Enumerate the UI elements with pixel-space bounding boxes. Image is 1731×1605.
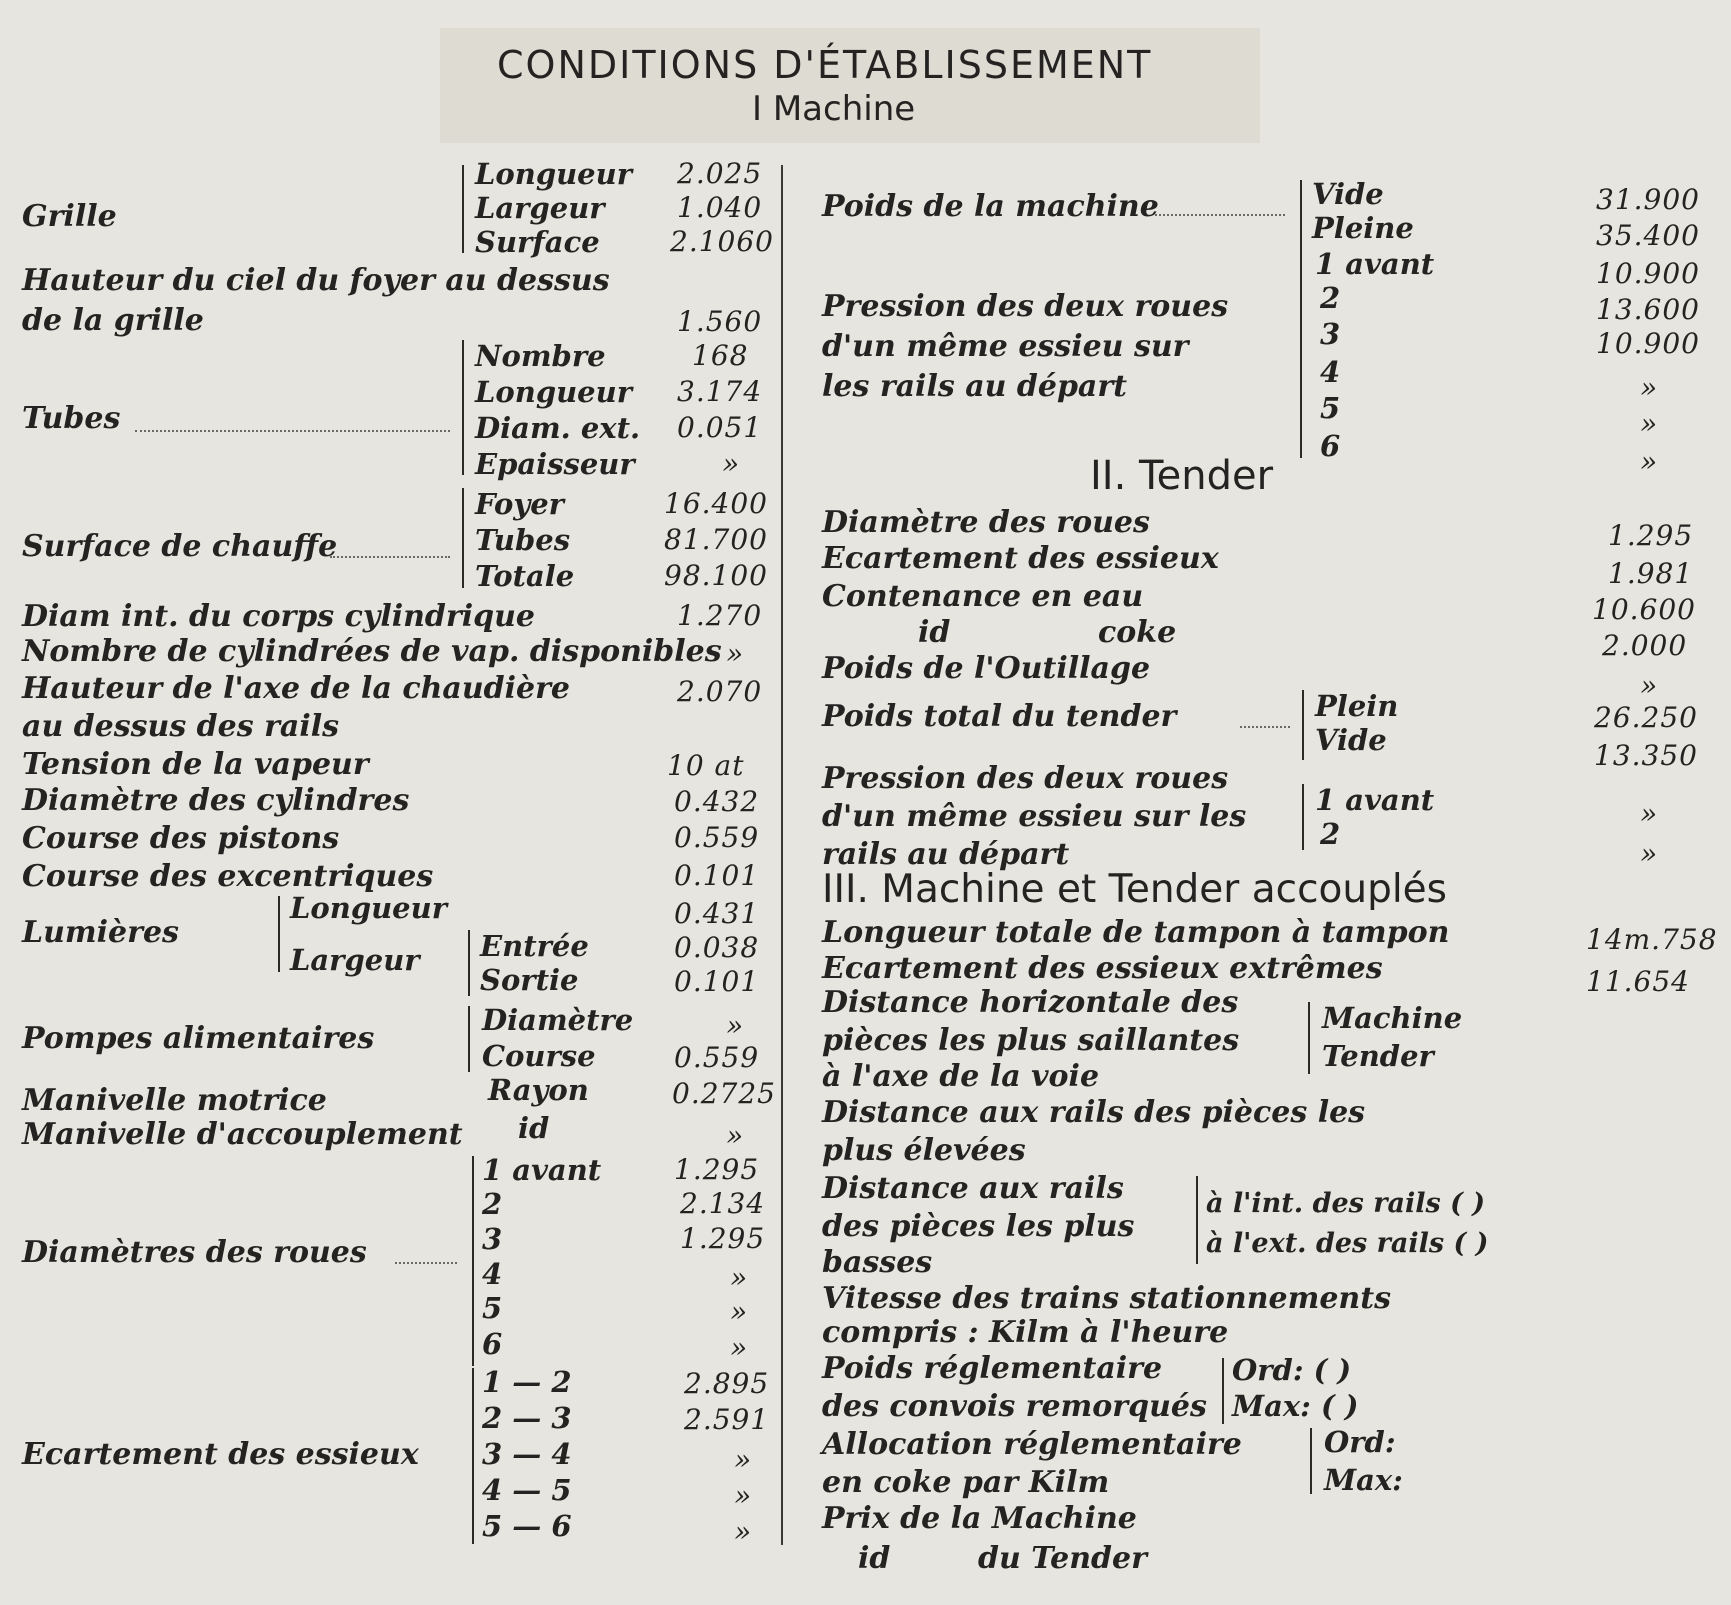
pression-roue-1-label: 1 avant [1315, 247, 1435, 281]
pression-roue-6-label: 6 [1320, 429, 1341, 463]
contenance-eau-label: Contenance en eau [822, 579, 1144, 614]
poids-vide-value: 31.900 [1596, 183, 1700, 216]
roue-2-label: 2 [482, 1187, 503, 1221]
tubes-epaisseur-label: Epaisseur [475, 447, 635, 481]
distance-basses-line3: basses [822, 1245, 933, 1280]
distance-horiz-line3: à l'axe de la voie [822, 1059, 1100, 1094]
poids-pleine-label: Pleine [1312, 211, 1414, 245]
surface-tubes-value: 81.700 [664, 523, 768, 556]
ecart-45-label: 4 — 5 [482, 1473, 572, 1507]
poids-vide-label: Vide [1312, 177, 1384, 211]
diam-cyl-value: 0.432 [674, 785, 760, 818]
outillage-value: » [1640, 669, 1659, 702]
ecartement-extremes-label: Ecartement des essieux extrêmes [822, 951, 1383, 986]
poids-reglementaire-ord: Ord: ( ) [1232, 1353, 1352, 1387]
ecartement-label: Ecartement des essieux [22, 1437, 419, 1472]
document-title: CONDITIONS D'ÉTABLISSEMENT [497, 43, 1153, 87]
distance-horiz-brace [1308, 1002, 1310, 1074]
diam-int-label: Diam int. du corps cylindrique [22, 599, 535, 634]
distance-horiz-machine: Machine [1322, 1001, 1463, 1035]
poids-tender-plein-value: 26.250 [1594, 701, 1698, 734]
distance-basses-int: à l'int. des rails ( ) [1206, 1188, 1486, 1219]
longueur-totale-value: 14m.758 [1586, 923, 1718, 956]
grille-surface-value: 2.1060 [670, 225, 774, 258]
distance-elevees-line2: plus élevées [822, 1133, 1026, 1168]
manivelle-acc-value: » [726, 1119, 745, 1152]
vitesse-line1: Vitesse des trains stationnements [822, 1281, 1391, 1316]
allocation-ord: Ord: [1324, 1425, 1396, 1459]
distance-elevees-line1: Distance aux rails des pièces les [822, 1095, 1366, 1130]
ecart-56-label: 5 — 6 [482, 1509, 572, 1543]
section-heading-tender: II. Tender [1090, 453, 1274, 499]
section-heading-accouples: III. Machine et Tender accouplés [822, 867, 1447, 912]
pression-tender-line2: d'un même essieu sur les [822, 799, 1247, 834]
manivelle-motrice-label: Manivelle motrice [22, 1083, 327, 1118]
allocation-line1: Allocation réglementaire [822, 1427, 1242, 1462]
roue-3-value: 1.295 [680, 1222, 766, 1255]
tubes-diam-value: 0.051 [677, 411, 763, 444]
tubes-diam-label: Diam. ext. [475, 411, 641, 445]
largeur-brace [468, 930, 470, 996]
distance-basses-brace [1196, 1176, 1198, 1264]
prix-tender-label: du Tender [978, 1541, 1147, 1576]
pompes-label: Pompes alimentaires [22, 1021, 375, 1056]
distance-horiz-tender: Tender [1322, 1039, 1434, 1073]
pression-tender-brace [1302, 784, 1304, 850]
poids-tender-vide-label: Vide [1315, 723, 1387, 757]
ecart-34-value: » [734, 1443, 753, 1476]
pompes-course-label: Course [482, 1039, 596, 1073]
prix-machine-label: Prix de la Machine [822, 1501, 1137, 1536]
course-pistons-label: Course des pistons [22, 821, 340, 856]
poids-machine-label: Poids de la machine [822, 189, 1159, 224]
manivelle-motrice-value: 0.2725 [672, 1077, 776, 1110]
poids-machine-brace [1300, 180, 1302, 250]
pression-tender-2-value: » [1640, 837, 1659, 870]
pression-roue-2-label: 2 [1320, 281, 1341, 315]
poids-tender-brace [1302, 690, 1304, 760]
diam-int-value: 1.270 [677, 599, 763, 632]
diam-roues-label: Diamètres des roues [22, 1235, 367, 1270]
poids-tender-leader [1240, 726, 1290, 728]
poids-tender-label: Poids total du tender [822, 699, 1177, 734]
tubes-label: Tubes [22, 401, 121, 436]
hauteur-axe-value: 2.070 [677, 675, 763, 708]
distance-basses-ext: à l'ext. des rails ( ) [1206, 1228, 1489, 1259]
contenance-coke-id: id [918, 615, 951, 650]
pompes-diametre-value: » [726, 1009, 745, 1042]
pression-roue-6-value: » [1640, 445, 1659, 478]
surface-tubes-label: Tubes [475, 523, 571, 557]
pression-tender-1-value: » [1640, 797, 1659, 830]
grille-label: Grille [22, 199, 117, 234]
hauteur-ciel-label-1: Hauteur du ciel du foyer au dessus [22, 263, 610, 298]
ecart-56-value: » [734, 1515, 753, 1548]
pression-tender-1-label: 1 avant [1315, 783, 1435, 817]
poids-pleine-value: 35.400 [1596, 219, 1700, 252]
tension-value: 10 at [667, 749, 745, 782]
manivelle-acc-sub: id [518, 1111, 550, 1145]
poids-reglementaire-line1: Poids réglementaire [822, 1351, 1163, 1386]
grille-longueur-label: Longueur [475, 157, 632, 191]
pression-roue-3-value: 10.900 [1596, 327, 1700, 360]
surface-foyer-value: 16.400 [664, 487, 768, 520]
tubes-nombre-label: Nombre [475, 339, 606, 373]
contenance-coke-label: coke [1098, 615, 1177, 650]
pression-roue-4-value: » [1640, 371, 1659, 404]
roue-1-label: 1 avant [482, 1153, 602, 1187]
tubes-epaisseur-value: » [722, 447, 741, 480]
surface-brace [462, 488, 464, 588]
outillage-label: Poids de l'Outillage [822, 651, 1151, 686]
pression-tender-line1: Pression des deux roues [822, 761, 1229, 796]
surface-totale-value: 98.100 [664, 559, 768, 592]
roue-4-value: » [730, 1261, 749, 1294]
lumieres-longueur-value: 0.431 [674, 897, 760, 930]
grille-largeur-label: Largeur [475, 191, 605, 225]
tubes-leader [135, 430, 450, 432]
roue-4-label: 4 [482, 1257, 503, 1291]
tender-ecartement-value: 1.981 [1608, 557, 1694, 590]
ecart-34-label: 3 — 4 [482, 1437, 572, 1471]
lumieres-label: Lumières [22, 915, 179, 950]
column-divider [781, 165, 783, 1545]
surface-totale-label: Totale [475, 559, 575, 593]
pression-machine-line3: les rails au départ [822, 369, 1128, 404]
pompes-brace [468, 1006, 470, 1072]
hauteur-axe-label-1: Hauteur de l'axe de la chaudière [22, 671, 571, 706]
lumieres-entree-value: 0.038 [674, 931, 760, 964]
roue-5-value: » [730, 1295, 749, 1328]
distance-horiz-line1: Distance horizontale des [822, 985, 1239, 1020]
tension-label: Tension de la vapeur [22, 747, 369, 782]
roue-1-value: 1.295 [674, 1153, 760, 1186]
pression-roue-5-label: 5 [1320, 391, 1341, 425]
lumieres-sortie-label: Sortie [480, 963, 579, 997]
pression-roue-3-label: 3 [1320, 317, 1341, 351]
nombre-cyl-value: » [726, 637, 745, 670]
contenance-coke-value: 2.000 [1602, 629, 1688, 662]
ecart-12-label: 1 — 2 [482, 1365, 572, 1399]
pression-roue-2-value: 13.600 [1596, 293, 1700, 326]
hauteur-axe-label-2: au dessus des rails [22, 709, 340, 744]
poids-reglementaire-line2: des convois remorqués [822, 1389, 1207, 1424]
pression-tender-line3: rails au départ [822, 837, 1070, 872]
grille-brace [462, 165, 464, 253]
ecart-45-value: » [734, 1479, 753, 1512]
nombre-cyl-label: Nombre de cylindrées de vap. disponibles [22, 634, 722, 669]
pression-roue-1-value: 10.900 [1596, 257, 1700, 290]
grille-largeur-value: 1.040 [677, 191, 763, 224]
pression-roue-4-label: 4 [1320, 355, 1341, 389]
hauteur-ciel-label-2: de la grille [22, 303, 204, 338]
allocation-line2: en coke par Kilm [822, 1465, 1110, 1500]
grille-surface-label: Surface [475, 225, 600, 259]
roue-6-value: » [730, 1331, 749, 1364]
manivelle-motrice-sub: Rayon [488, 1073, 589, 1107]
section-heading-machine: I Machine [752, 89, 916, 129]
hauteur-ciel-value: 1.560 [677, 305, 763, 338]
tender-diam-roues-label: Diamètre des roues [822, 505, 1150, 540]
prix-tender-id: id [858, 1541, 891, 1576]
tubes-longueur-value: 3.174 [677, 375, 763, 408]
diam-roues-brace [472, 1156, 474, 1366]
roue-3-label: 3 [482, 1222, 503, 1256]
pression-machine-line2: d'un même essieu sur [822, 329, 1189, 364]
distance-basses-line1: Distance aux rails [822, 1171, 1124, 1206]
pression-machine-line1: Pression des deux roues [822, 289, 1229, 324]
course-exc-label: Course des excentriques [22, 859, 434, 894]
longueur-totale-label: Longueur totale de tampon à tampon [822, 915, 1450, 950]
lumieres-largeur-label: Largeur [290, 943, 420, 977]
tubes-nombre-value: 168 [692, 339, 749, 372]
lumieres-brace [278, 896, 280, 972]
poids-tender-vide-value: 13.350 [1594, 739, 1698, 772]
pompes-course-value: 0.559 [674, 1041, 760, 1074]
diam-roues-leader [395, 1262, 457, 1264]
tubes-longueur-label: Longueur [475, 375, 632, 409]
roue-6-label: 6 [482, 1327, 503, 1361]
grille-longueur-value: 2.025 [677, 157, 763, 190]
ecartement-extremes-value: 11.654 [1586, 965, 1690, 998]
distance-basses-line2: des pièces les plus [822, 1209, 1135, 1244]
ecartement-brace [472, 1368, 474, 1544]
vitesse-line2: compris : Kilm à l'heure [822, 1315, 1229, 1350]
course-pistons-value: 0.559 [674, 821, 760, 854]
pression-tender-2-label: 2 [1320, 817, 1341, 851]
ecart-12-value: 2.895 [684, 1367, 770, 1400]
diam-cyl-label: Diamètre des cylindres [22, 783, 410, 818]
roue-5-label: 5 [482, 1291, 503, 1325]
tender-diam-roues-value: 1.295 [1608, 519, 1694, 552]
lumieres-sortie-value: 0.101 [674, 965, 760, 998]
pompes-diametre-label: Diamètre [482, 1003, 634, 1037]
distance-horiz-line2: pièces les plus saillantes [822, 1023, 1240, 1058]
pression-roue-5-value: » [1640, 407, 1659, 440]
contenance-eau-value: 10.600 [1592, 593, 1696, 626]
surface-foyer-label: Foyer [475, 487, 564, 521]
roue-2-value: 2.134 [680, 1187, 766, 1220]
poids-tender-plein-label: Plein [1315, 689, 1399, 723]
surface-chauffe-label: Surface de chauffe [22, 529, 338, 564]
poids-machine-leader [1155, 214, 1285, 216]
poids-reglementaire-brace [1222, 1358, 1224, 1424]
allocation-brace [1310, 1428, 1312, 1494]
lumieres-longueur-label: Longueur [290, 891, 447, 925]
poids-reglementaire-max: Max: ( ) [1232, 1389, 1359, 1423]
surface-leader [330, 556, 450, 558]
allocation-max: Max: [1324, 1463, 1403, 1497]
ecart-23-value: 2.591 [684, 1403, 770, 1436]
course-exc-value: 0.101 [674, 859, 760, 892]
ecart-23-label: 2 — 3 [482, 1401, 572, 1435]
manivelle-acc-label: Manivelle d'accouplement [22, 1117, 463, 1152]
tubes-brace [462, 340, 464, 475]
tender-ecartement-label: Ecartement des essieux [822, 541, 1219, 576]
pression-machine-brace [1300, 250, 1302, 458]
lumieres-entree-label: Entrée [480, 929, 589, 963]
